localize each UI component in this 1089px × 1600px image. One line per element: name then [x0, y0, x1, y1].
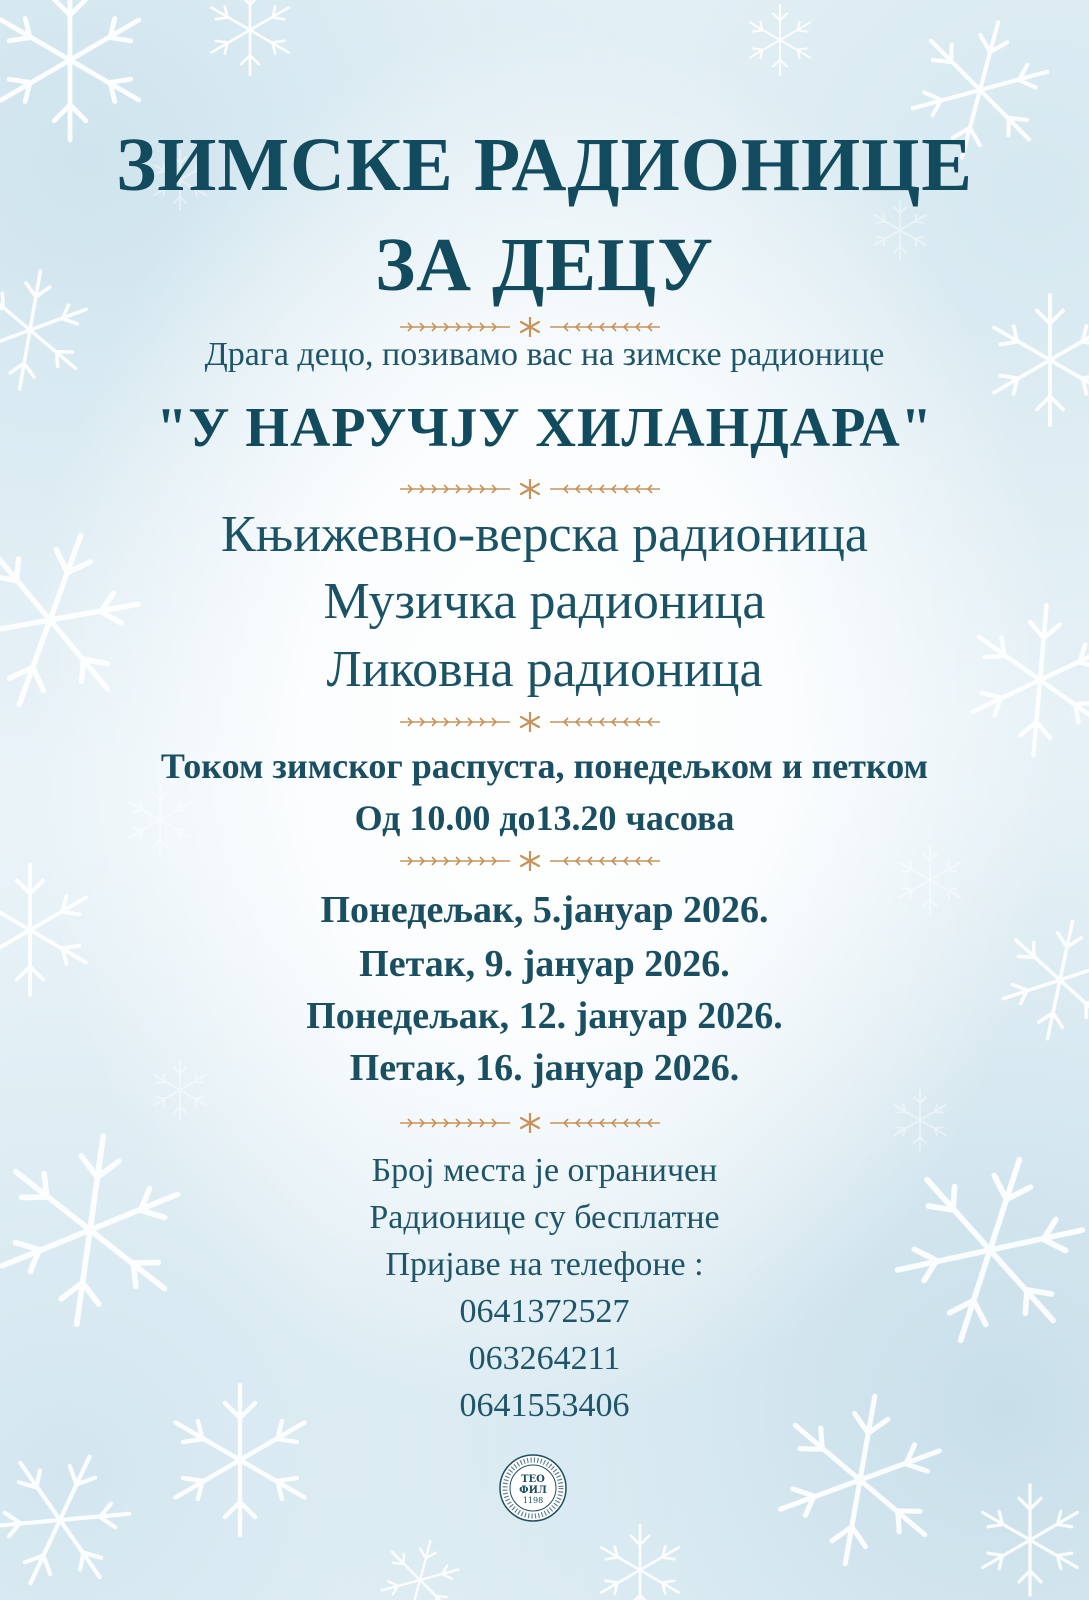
workshop-literary: Књижевно-верска радионица: [220, 506, 869, 563]
date-item: Понедељак, 5.јануар 2026.: [320, 889, 769, 931]
ornament-divider: [398, 851, 662, 871]
phone-number: 0641372527: [459, 1293, 630, 1330]
info-signup: Пријаве на телефоне :: [385, 1246, 704, 1283]
info-free: Радионице су бесплатне: [369, 1199, 720, 1236]
info-limited-seats: Број места је ограничен: [371, 1152, 718, 1189]
title-line-1: ЗИМСКЕ РАДИОНИЦЕ: [116, 123, 973, 207]
intro-text: Драга децо, позивамо вас на зимске радионице: [204, 336, 885, 373]
workshop-music: Музичка радионица: [323, 573, 766, 630]
date-item: Петак, 9. јануар 2026.: [359, 943, 730, 985]
event-name: "У НАРУЧЈУ ХИЛАНДАРА": [156, 397, 933, 459]
svg-text:ТЕО: ТЕО: [521, 1474, 545, 1485]
date-item: Петак, 16. јануар 2026.: [349, 1047, 740, 1089]
teofil-seal-logo: [497, 1452, 569, 1524]
ornament-divider: [398, 479, 662, 499]
title-line-2: ЗА ДЕЦУ: [375, 223, 714, 307]
workshop-art: Ликовна радионица: [326, 641, 763, 698]
date-item: Понедељак, 12. јануар 2026.: [306, 995, 783, 1037]
schedule-days: Током зимског распуста, понедељком и петком: [160, 746, 929, 786]
svg-text:1198: 1198: [522, 1496, 544, 1505]
phone-number: 0641553406: [459, 1387, 630, 1424]
ornament-divider: [398, 712, 662, 732]
schedule-time: Од 10.00 до13.20 часова: [354, 798, 735, 838]
ornament-divider: [398, 317, 662, 337]
ornament-divider: [398, 1113, 662, 1133]
svg-text:ФИЛ: ФИЛ: [519, 1485, 547, 1496]
phone-number: 063264211: [468, 1340, 621, 1377]
